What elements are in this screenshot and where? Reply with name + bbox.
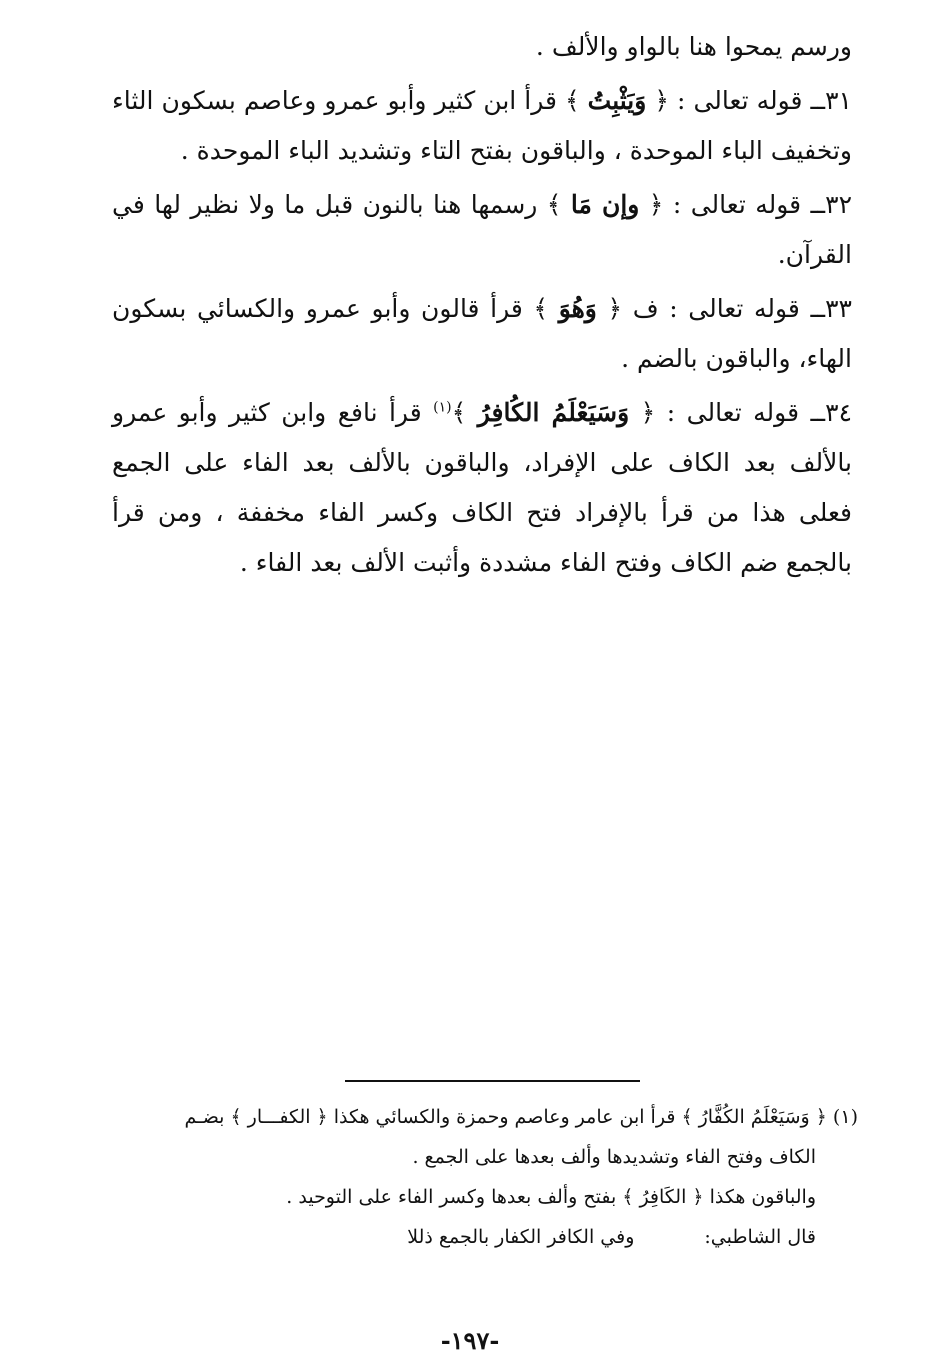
footnote-verse: [120, 1220, 858, 1254]
quran-bracket-open: ﴿: [646, 86, 669, 115]
footnote-marker[interactable]: (١): [433, 399, 452, 416]
quran-bracket-close: ﴾: [564, 86, 588, 115]
verse-text: وفي الكافر الكفار بالجمع ذللا: [407, 1226, 635, 1248]
quran-bracket-close: ﴾: [533, 294, 559, 323]
paragraph-34: [112, 388, 852, 588]
paragraph-text: قرأ ابن كثير وأبو عمرو وعاصم بسكون الثاء وتخفيف الباء الموحدة ، والباقون بفتح التاء وتشديد الباء الموحدة .: [112, 86, 852, 165]
quran-word: وَسَيَعْلَمُ الكُافِرُ: [477, 398, 630, 427]
item-label: ٣٣ــ قوله تعالى : ف: [622, 294, 852, 323]
quran-bracket-open: ﴿: [596, 294, 623, 323]
footnote-separator: [345, 1080, 640, 1082]
item-label: ٣٤ــ قوله تعالى :: [655, 398, 852, 427]
paragraph-text: قرأ قالون وأبو عمرو والكسائي بسكون الهاء، والباقون بالضم .: [112, 294, 852, 373]
footnote-line-3: والباقون هكذا ﴿ الكَافِرُ ﴾ بفتح وألف بعدها وكسر الفاء على التوحيد .: [286, 1186, 816, 1208]
main-text: [112, 22, 852, 592]
paragraph-text: رسمها هنا بالنون قبل ما ولا نظير لها في القرآن.: [112, 190, 852, 269]
quran-word: وَهُوَ: [558, 294, 597, 323]
paragraph-text: قرأ نافع وابن كثير وأبو عمرو بالألف بعد الكاف على الإفراد، والباقون بالألف بعد الفاء على الجمع فعلى هذا من قرأ بالإفراد فتح الكاف وكسر الفاء مخففة ، ومن قرأ بالجمع ضم الكاف وفتح الفاء مشددة وأثبت الألف بعد الفاء .: [112, 398, 852, 577]
poet-label: قال الشاطبي:: [704, 1226, 816, 1248]
quran-word: وَيَثْبِتُ: [587, 86, 647, 115]
quran-bracket-open: ﴿: [639, 190, 664, 219]
footnote-line-2: الكاف وفتح الفاء وتشديدها وألف بعدها على الجمع .: [412, 1146, 816, 1168]
paragraph-33: [112, 284, 852, 384]
quran-word: وإن مَا: [570, 190, 640, 219]
item-label: ٣١ــ قوله تعالى :: [669, 86, 852, 115]
paragraph-32: [112, 180, 852, 280]
footnotes: [120, 1100, 858, 1260]
footnote-line-1: (١) ﴿ وَسَيَعْلَمُ الكُفَّارُ ﴾ قرأ ابن عامر وعاصم وحمزة والكسائي هكذا ﴿ الكفـــار ﴾ بضـم: [184, 1106, 858, 1128]
page-number: -١٩٧-: [440, 1326, 500, 1355]
paragraph-31: [112, 76, 852, 176]
quran-bracket-open: ﴿: [629, 398, 656, 427]
quran-bracket-close: ﴾: [546, 190, 571, 219]
quran-bracket-close: ﴾: [451, 398, 478, 427]
paragraph-intro: ورسم يمحوا هنا بالواو والألف .: [535, 32, 852, 61]
item-label: ٣٢ــ قوله تعالى :: [663, 190, 852, 219]
